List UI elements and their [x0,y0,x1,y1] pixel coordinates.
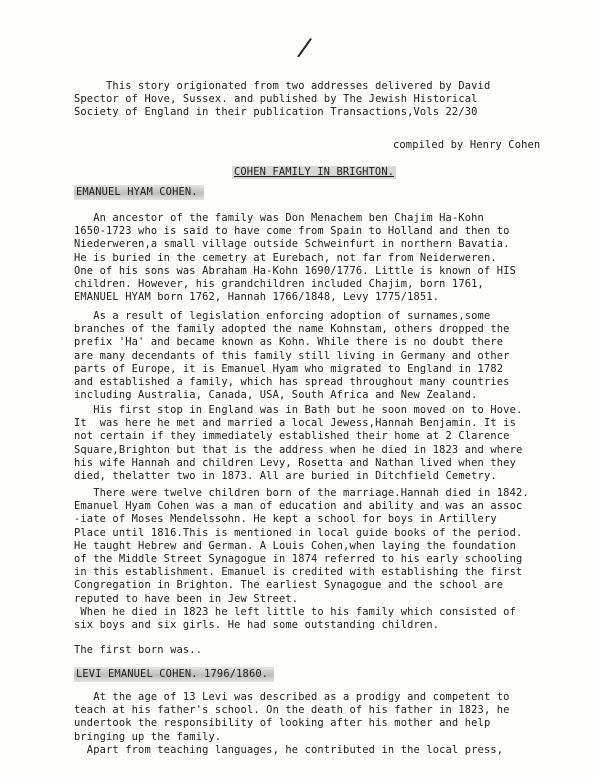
section-heading-levi: LEVI EMANUEL COHEN. 1796/1860. [74,667,274,682]
document-title: COHEN FAMILY IN BRIGHTON. [234,166,395,178]
paragraph-surnames: As a result of legislation enforcing adoption of surnames,some branches of the family adopted the name Kohnstam, others dropped the prefix 'Ha' and became known as Kohn. While there is no doubt there are many decendants of this family still living in Germany and other parts of Europe, it is Emanuel Hyam who migrated to England in 1782 and established a family, which has spread throughout many countries including Australia, Canada, USA, South Africa and New Zealand. [74,310,510,402]
paragraph-ancestry: An ancestor of the family was Don Menachem ben Chajim Ha-Kohn 1650-1723 who is said to have come from Spain to Holland and then to Niederweren,a small village outside Schweinfurt in northern Bavatia. He is buried in the cemetry at Eurebach, not far from Neiderweren. One of his sons was Abraham Ha-Kohn 1690/1776. Little is known of HIS children. However, his grandchildren included Chajim, born 1761, EMANUEL HYAM born 1762, Hannah 1766/1848, Levy 1775/1851. [74,212,516,304]
paragraph-death: When he died in 1823 he left little to his family which consisted of six boys and six girls. He had some outstanding children. [74,606,516,632]
section-heading-emanuel: EMANUEL HYAM COHEN. [74,185,204,200]
paragraph-children: There were twelve children born of the marriage.Hannah died in 1842. Emanuel Hyam Cohen was a man of education and ability and was an assoc -iate of Moses Mendelssohn. He kept a school for boys in Artillery Place until 1816.This is mentioned in local guide books of the period. He taught Hebrew and German. A Louis Cohen,when laying the foundation of the Middle Street Synagogue in 1874 referred to his early schooling in this establishment. Emanuel is credited with establishing the first Congregation in Brighton. The earliest Synagogue and the school are reputed to have been in Jew Street. [74,487,529,605]
paragraph-england: His first stop in England was in Bath but he soon moved on to Hove. It was here he met and married a local Jewess,Hannah Benjamin. It is not certain if they immediately established their home at 2 Clarence Square,Brighton but that is the address when he died in 1823 and where his wife Hannah and children Levy, Rosetta and Nathan lived when they died, thelatter two in 1873. All are buried in Ditchfield Cemetry. [74,404,523,483]
compiled-by-line: compiled by Henry Cohen [393,139,541,151]
handwritten-mark: / [295,32,314,64]
intro-paragraph: This story origionated from two addresses delivered by David Spector of Hove, Sussex. and published by The Jewish Historical Society of England in their publication Transactions,Vols 22/30 [74,80,491,119]
paragraph-levi: At the age of 13 Levi was described as a prodigy and competent to teach at his father's school. On the death of his father in 1823, he undertook the responsibility of looking after his mother and help bringing up the family. Apart from teaching languages, he contributed in the local press, [74,691,510,756]
paragraph-first-born: The first born was.. [74,644,203,656]
